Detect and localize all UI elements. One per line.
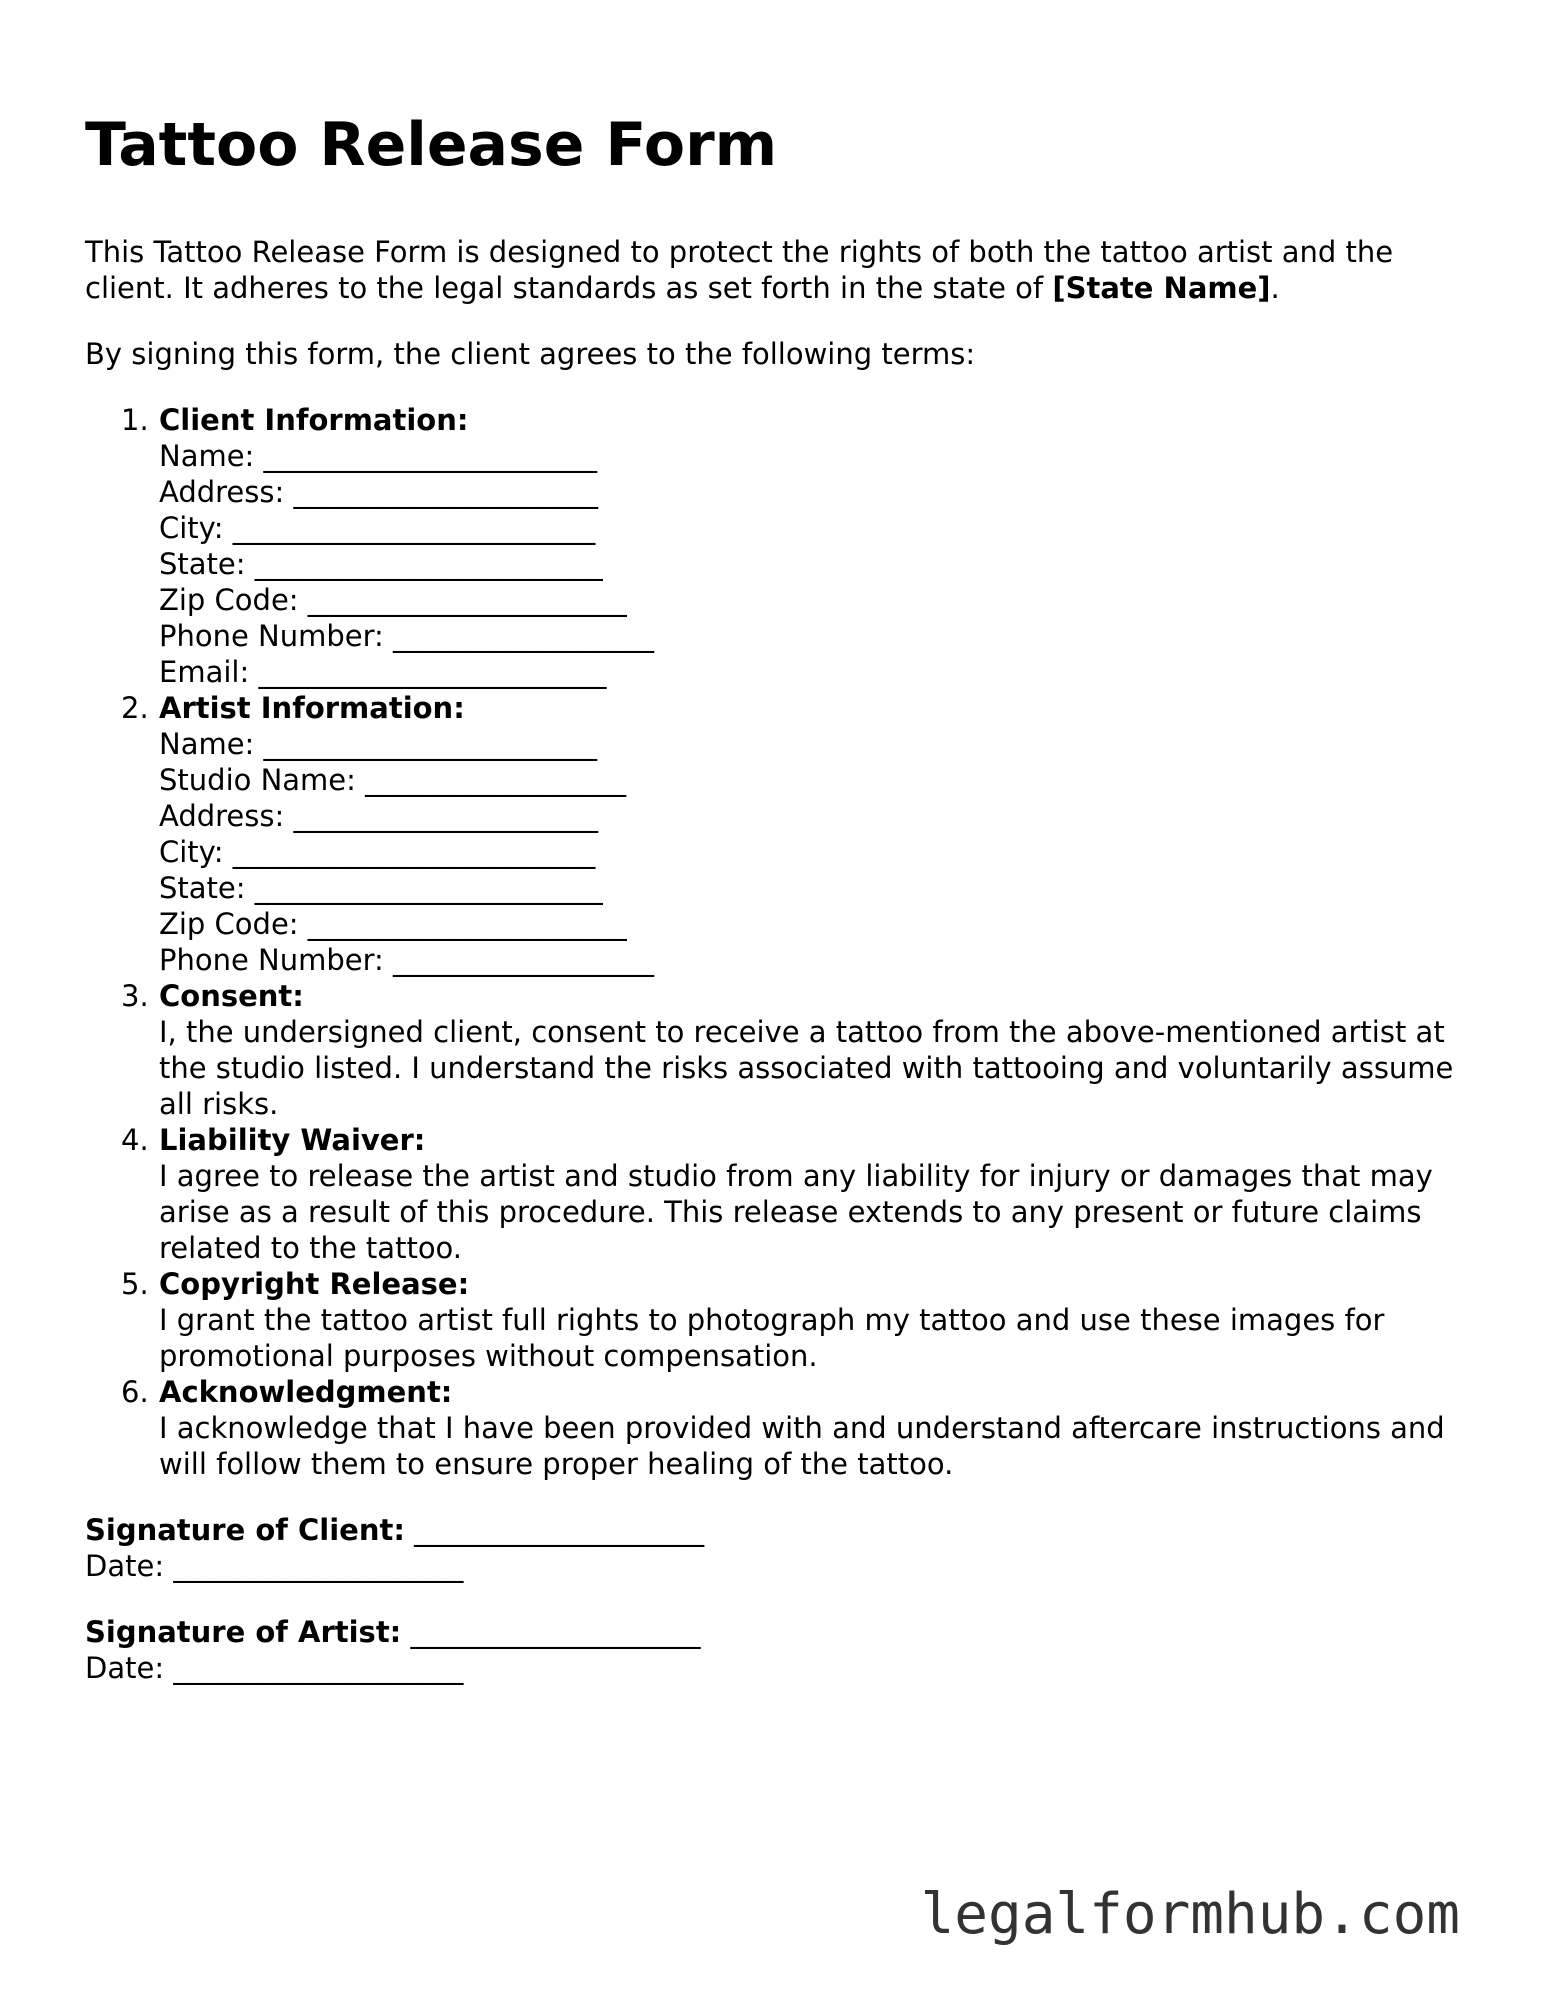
field-label: City:	[159, 511, 224, 545]
artist-city-field[interactable]	[159, 834, 1465, 870]
client-signature-field[interactable]	[85, 1512, 1465, 1548]
field-blank[interactable]: ________________________	[254, 871, 603, 905]
field-label: Email:	[159, 655, 250, 689]
client-phone-field[interactable]	[159, 618, 1465, 654]
artist-zip-field[interactable]	[159, 906, 1465, 942]
client-address-field[interactable]	[159, 474, 1465, 510]
field-label: State:	[159, 871, 246, 905]
date-label: Date:	[85, 1651, 165, 1685]
field-blank[interactable]: _______________________	[263, 439, 598, 473]
field-blank[interactable]: _____________________	[293, 475, 598, 509]
field-blank[interactable]: ________________________	[254, 547, 603, 581]
field-blank[interactable]: ______________________	[307, 583, 627, 617]
terms-list	[85, 402, 1465, 1482]
client-name-field[interactable]	[159, 438, 1465, 474]
artist-name-field[interactable]	[159, 726, 1465, 762]
field-label: Name:	[159, 439, 255, 473]
section-number: 3.	[121, 979, 149, 1013]
client-city-field[interactable]	[159, 510, 1465, 546]
field-blank[interactable]: _________________________	[232, 511, 596, 545]
section-number: 1.	[121, 403, 149, 437]
section-consent	[85, 978, 1465, 1122]
field-blank[interactable]: __________________	[393, 943, 655, 977]
section-text: I grant the tattoo artist full rights to photograph my tattoo and use these images for promotional purposes without compensation.	[159, 1303, 1385, 1373]
client-state-field[interactable]	[159, 546, 1465, 582]
section-text: I acknowledge that I have been provided with and understand aftercare instructions and will follow them to ensure proper healing of the tattoo.	[159, 1411, 1445, 1481]
section-client-information	[85, 402, 1465, 690]
watermark-text: legalformhub.com	[920, 1882, 1460, 1947]
section-title: Consent:	[159, 979, 304, 1013]
artist-phone-field[interactable]	[159, 942, 1465, 978]
artist-signature-field[interactable]	[85, 1614, 1465, 1650]
field-label: Address:	[159, 475, 285, 509]
intro-paragraph	[85, 234, 1465, 306]
section-title: Copyright Release:	[159, 1267, 470, 1301]
section-artist-information	[85, 690, 1465, 978]
section-title: Acknowledgment:	[159, 1375, 453, 1409]
section-text: I agree to release the artist and studio from any liability for injury or damages that may arise as a result of this procedure. This release extends to any present or future claims related to the tattoo.	[159, 1159, 1433, 1265]
field-blank[interactable]: __________________	[393, 619, 655, 653]
section-text: I, the undersigned client, consent to receive a tattoo from the above-mentioned artist at the studio listed. I understand the risks associated with tattooing and voluntarily assume all risks.	[159, 1015, 1454, 1121]
artist-date-field[interactable]	[85, 1650, 1465, 1686]
field-label: State:	[159, 547, 246, 581]
client-zip-field[interactable]	[159, 582, 1465, 618]
section-copyright-release	[85, 1266, 1465, 1374]
date-label: Date:	[85, 1549, 165, 1583]
section-title: Client Information:	[159, 403, 469, 437]
artist-state-field[interactable]	[159, 870, 1465, 906]
artist-address-field[interactable]	[159, 798, 1465, 834]
signature-blank[interactable]: ____________________	[414, 1513, 705, 1547]
client-email-field[interactable]	[159, 654, 1465, 690]
state-name-placeholder: [State Name]	[1052, 271, 1271, 305]
intro-text: This Tattoo Release Form is designed to protect the rights of both the tattoo artist and the client. It adheres to the legal standards as set forth in the state of	[85, 235, 1394, 305]
section-number: 4.	[121, 1123, 149, 1157]
date-blank[interactable]: ____________________	[173, 1651, 464, 1685]
field-label: Studio Name:	[159, 763, 356, 797]
field-blank[interactable]: _______________________	[263, 727, 598, 761]
date-blank[interactable]: ____________________	[173, 1549, 464, 1583]
field-label: Phone Number:	[159, 943, 384, 977]
field-blank[interactable]: ______________________	[307, 907, 627, 941]
document-page	[85, 100, 1465, 1686]
field-blank[interactable]: _________________________	[232, 835, 596, 869]
field-label: Zip Code:	[159, 583, 299, 617]
signature-blank[interactable]: ____________________	[410, 1615, 701, 1649]
client-date-field[interactable]	[85, 1548, 1465, 1584]
field-blank[interactable]: __________________	[365, 763, 627, 797]
field-label: Address:	[159, 799, 285, 833]
intro-period: .	[1270, 271, 1280, 305]
artist-signature-block	[85, 1614, 1465, 1686]
page-title: Tattoo Release Form	[85, 110, 778, 180]
section-title: Artist Information:	[159, 691, 465, 725]
signature-label: Signature of Client:	[85, 1513, 405, 1547]
section-number: 2.	[121, 691, 149, 725]
section-number: 5.	[121, 1267, 149, 1301]
client-signature-block	[85, 1512, 1465, 1584]
field-label: Phone Number:	[159, 619, 384, 653]
field-blank[interactable]: ________________________	[258, 655, 607, 689]
section-acknowledgment	[85, 1374, 1465, 1482]
field-label: Zip Code:	[159, 907, 299, 941]
field-label: Name:	[159, 727, 255, 761]
field-blank[interactable]: _____________________	[293, 799, 598, 833]
signature-label: Signature of Artist:	[85, 1615, 402, 1649]
agree-paragraph: By signing this form, the client agrees to the following terms:	[85, 337, 976, 371]
section-title: Liability Waiver:	[159, 1123, 426, 1157]
field-label: City:	[159, 835, 224, 869]
artist-studio-name-field[interactable]	[159, 762, 1465, 798]
section-number: 6.	[121, 1375, 149, 1409]
section-liability-waiver	[85, 1122, 1465, 1266]
